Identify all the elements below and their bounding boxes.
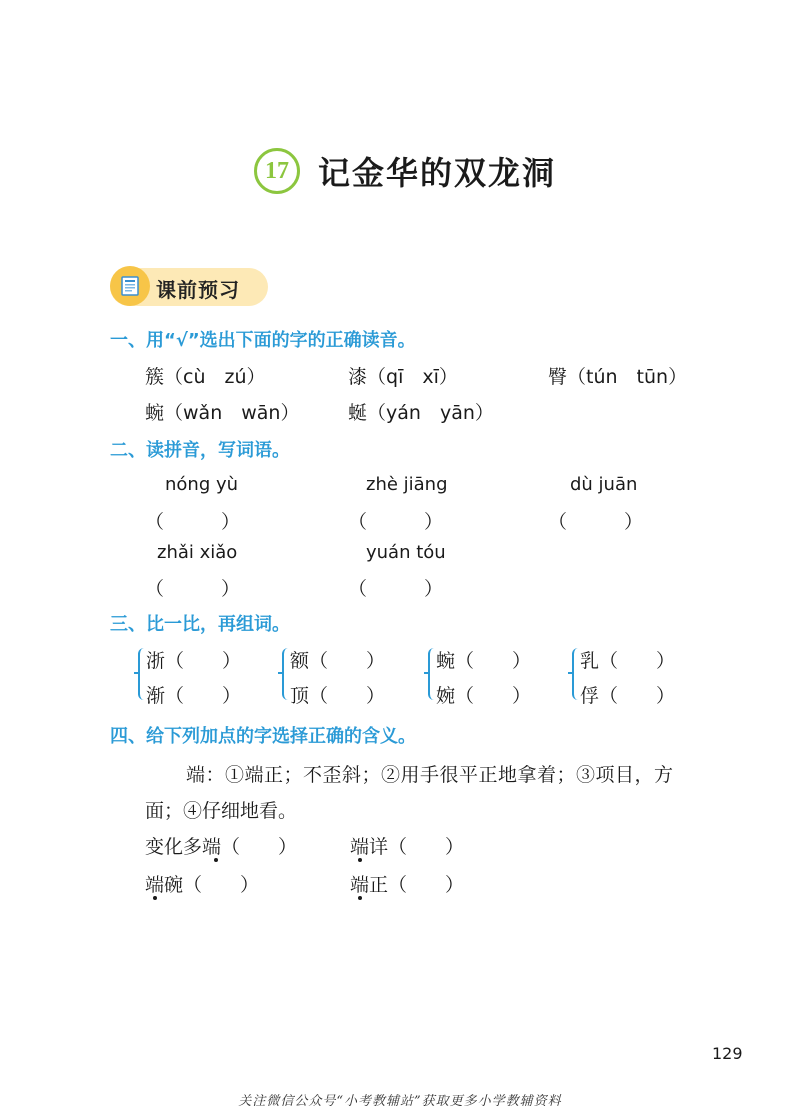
q1-item-options: （qī xī） (367, 366, 458, 388)
q1-item-char: 蜒 (348, 402, 368, 424)
section-badge-label: 课前预习 (156, 278, 240, 302)
q3-word-bottom[interactable]: 婉（ ） (436, 685, 532, 707)
emphasis-dot (153, 896, 157, 900)
page-title: 记金华的双龙洞 (318, 154, 557, 192)
question-4-heading: 四、给下列加点的字选择正确的含义。 (110, 726, 416, 747)
q2-pinyin: zhè jiāng (366, 474, 448, 495)
q2-pinyin: zhǎi xiǎo (157, 542, 238, 563)
book-icon (110, 266, 150, 306)
q2-blank[interactable]: （ ） (145, 578, 241, 600)
brace (282, 648, 290, 700)
question-2-heading: 二、读拼音，写词语。 (110, 440, 290, 461)
emphasis-dot (214, 858, 218, 862)
definition-line-1: 端：①端正；不歪斜；②用手很平正地拿着；③项目，方 (186, 764, 674, 786)
q1-item-char: 簇 (145, 366, 165, 388)
page-number: 129 (712, 1044, 743, 1063)
lesson-number-badge (254, 148, 300, 194)
q2-blank[interactable]: （ ） (548, 511, 644, 533)
q3-word-bottom[interactable]: 渐（ ） (146, 685, 242, 707)
brace (138, 648, 146, 700)
question-1-heading: 一、用“√”选出下面的字的正确读音。 (110, 330, 416, 351)
q3-word-top[interactable]: 浙（ ） (146, 650, 242, 672)
q1-item-options: （yán yān） (367, 402, 494, 424)
lesson-number: 17 (265, 157, 289, 184)
q3-word-top[interactable]: 蜿（ ） (436, 650, 532, 672)
q2-blank[interactable]: （ ） (348, 511, 444, 533)
q1-item-char: 漆 (348, 366, 368, 388)
emphasis-dot (358, 896, 362, 900)
q1-item-5 (348, 398, 494, 425)
q1-item-options: （wǎn wān） (164, 402, 300, 424)
q4-item[interactable]: 变化多端（ ） (145, 836, 298, 858)
q2-blank[interactable]: （ ） (145, 511, 241, 533)
q2-blank[interactable]: （ ） (348, 578, 444, 600)
q3-word-bottom[interactable]: 顶（ ） (290, 685, 386, 707)
q1-item-2 (348, 362, 458, 389)
definition-line-2: 面；④仔细地看。 (145, 800, 298, 822)
q2-pinyin: dù juān (570, 474, 638, 495)
brace (572, 648, 580, 700)
q3-word-bottom[interactable]: 俘（ ） (580, 685, 676, 707)
q1-item-4 (145, 398, 299, 425)
q3-word-top[interactable]: 额（ ） (290, 650, 386, 672)
q4-item[interactable]: 端正（ ） (350, 874, 465, 896)
emphasis-dot (358, 858, 362, 862)
q3-word-top[interactable]: 乳（ ） (580, 650, 676, 672)
q1-item-1 (145, 362, 266, 389)
q4-item[interactable]: 端详（ ） (350, 836, 465, 858)
footer-note: 关注微信公众号“小考教辅站”获取更多小学教辅资料 (238, 1094, 562, 1109)
q1-item-char: 臀 (548, 366, 568, 388)
q1-item-options: （tún tūn） (567, 366, 688, 388)
q1-item-options: （cù zú） (164, 366, 266, 388)
q4-item[interactable]: 端碗（ ） (145, 874, 260, 896)
q1-item-3 (548, 362, 687, 389)
brace (428, 648, 436, 700)
q1-item-char: 蜿 (145, 402, 165, 424)
question-3-heading: 三、比一比，再组词。 (110, 614, 290, 635)
q2-pinyin: yuán tóu (366, 542, 446, 563)
q2-pinyin: nóng yù (165, 474, 239, 495)
